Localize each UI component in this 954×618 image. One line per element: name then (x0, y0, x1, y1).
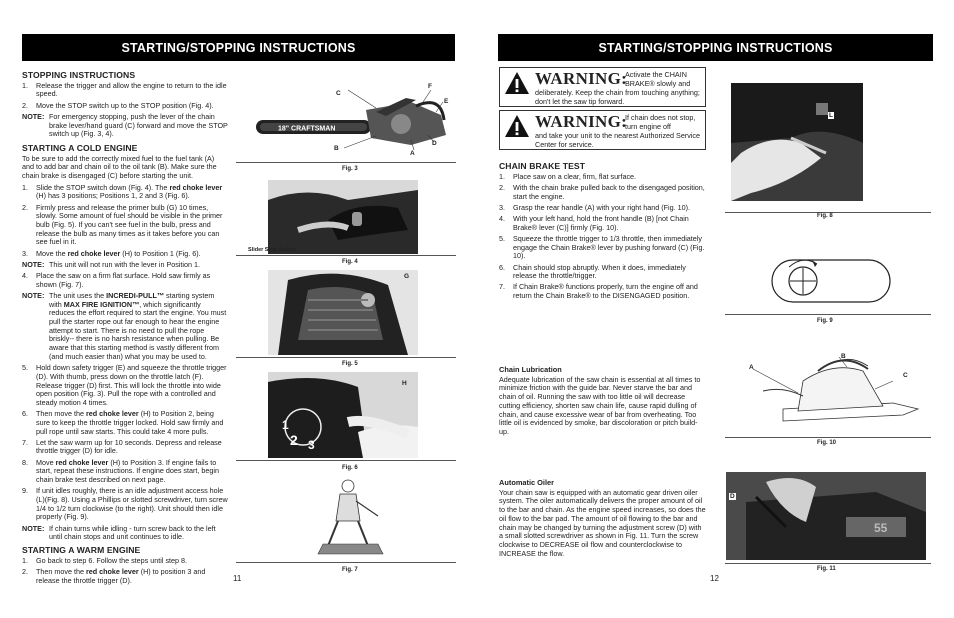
list-item: 3. Grasp the rear handle (A) with your right hand (Fig. 10). (499, 202, 690, 212)
warm-steps (22, 557, 228, 586)
figure-6: 1 2 3 H Fig. 6 (236, 372, 456, 472)
list-item: 4. With your left hand, hold the front handle (B) [not Chain Brake® lever (C)] firmly (Fig. 10). (499, 214, 689, 232)
idle-screw-diagram (771, 250, 891, 310)
figure-10: A B C Fig. 10 (725, 348, 931, 448)
fig-4-caption: Fig. 4 (342, 259, 358, 265)
figure-11: 55 D Fig. 11 (725, 470, 931, 574)
warm-engine-title: STARTING A WARM ENGINE (22, 544, 141, 555)
slider-stop-switch-label: Slider Stop Switch (248, 247, 297, 253)
person-starting-saw-illustration (268, 476, 418, 558)
fig-3-caption: Fig. 3 (342, 166, 358, 172)
list-item: 6. Chain should stop abruptly. When it does, immediately release the throttle/trigger. (499, 262, 686, 281)
svg-text:55: 55 (874, 521, 888, 535)
stopping-steps (22, 82, 228, 111)
chain-lubrication-text: Adequate lubrication of the saw chain is essential at all times to minimize friction with the guide bar. Never starve the bar and chain of oil. Running the saw with too little oil will decrease cutting efficiency, shorten saw chain life, cause rapid dulling of chain, and cause excessive wear of bar from overheating. Too little oil is evidenced by smoke, bar discoloration or pitch build-up. (499, 374, 701, 436)
chain-lubrication-title: Chain Lubrication (499, 365, 562, 374)
chain-brake-section (499, 159, 707, 303)
right-page-header: STARTING/STOPPING INSTRUCTIONS (498, 34, 933, 61)
chain-lubrication-section (499, 366, 707, 440)
fig-11-caption: Fig. 11 (817, 566, 836, 572)
list-item: 2. With the chain brake pulled back to the disengaged position, start the engine. (499, 182, 705, 201)
cold-engine-title: STARTING A COLD ENGINE (22, 142, 138, 153)
fig-5-caption: Fig. 5 (342, 361, 358, 367)
cold-intro: To be sure to add the correctly mixed fuel to the fuel tank (A) and to add bar and chain oil to the oil tank (B). Make sure the chain brake is disengaged (C) before starting the unit. (22, 153, 217, 181)
cold-note-2: NOTE: The unit uses the INCREDI-PULL™ starting system with MAX FIRE IGNITION™, which significantly reduces the effort required to start the engine. You must pull the starter rope out far enough to hear the engine attempt to start. There is no need to pull the rope briskly-- there is no harsh resistance when pulling. Be aware that this starting method is vastly different from (and much easier than) what you may be used to. (22, 290, 227, 361)
figure-3: 18" CRAFTSMAN C F E B A D Fig. 3 (236, 80, 456, 175)
list-item: 2. Firmly press and release the primer bulb (G) 10 times, slowly. Some amount of fuel should be visible in the primer bulb (Fig. 5). If you can't see fuel in the bulb, press and release the bulb as many times as it takes before you can see fuel in it. (22, 202, 223, 247)
list-item: 7. Let the saw warm up for 10 seconds. Depress and release throttle trigger (D) for idle. (22, 437, 222, 456)
cold-steps (22, 184, 228, 259)
chainsaw-hold-illustration (743, 351, 923, 431)
chainsaw-illustration (236, 80, 456, 160)
fig-9-caption: Fig. 9 (817, 318, 833, 324)
figure-9 (725, 242, 931, 330)
automatic-oiler-text: Your chain saw is equipped with an automatic gear driven oiler system. The oiler automatically delivers the proper amount of oil to the bar and chain. As the engine speed increases, so does the oil flow to the bar pad. The amount of oil flowing to the bar and chain may be changed by turning the adjustment screw (D) with a small slotted screwdriver as shown in Fig. 11. Turn the screw clockwise to DECREASE oil flow and counterclockwise to INCREASE the flow. (499, 487, 706, 558)
stopping-title: STOPPING INSTRUCTIONS (22, 70, 136, 80)
list-item: 8. Move red choke lever (H) to Position 3. If engine fails to start, repeat these instructions. If engine does start, begin chain brake test described on next page. (22, 457, 219, 485)
fig-8-caption: Fig. 8 (817, 213, 833, 219)
automatic-oiler-title: Automatic Oiler (499, 478, 555, 487)
list-item: 1. Release the trigger and allow the engine to return to the idle speed. (22, 80, 227, 99)
warning-icon (504, 114, 530, 138)
list-item: 4. Place the saw on a firm flat surface. Hold saw firmly as shown (Fig. 7). (22, 271, 211, 289)
list-item: 2. Move the STOP switch up to the STOP position (Fig. 4). (22, 100, 214, 110)
list-item: 6. Then move the red choke lever (H) to Position 2, being sure to keep the throttle trigger locked. Hold saw firmly and pull rope until saw starts. This could take 4 more pulls. (22, 409, 224, 436)
list-item: 2. Then move the red choke lever (H) to position 3 and release the throttle trigger (D). (22, 566, 206, 585)
figure-8: L Fig. 8 (725, 80, 931, 222)
warning-icon (504, 71, 530, 95)
figure-5: G Fig. 5 (236, 270, 456, 370)
list-item: 7. If Chain Brake® functions properly, turn the engine off and return the Chain Brake® to the DISENGAGED position. (499, 282, 698, 301)
automatic-oiler-section (499, 479, 707, 561)
fig-4-photo (268, 180, 418, 254)
fig-7-caption: Fig. 7 (342, 567, 358, 573)
list-item: 3. Move the red choke lever (H) to Position 1 (Fig. 6). (22, 248, 201, 258)
list-item: 5. Squeeze the throttle trigger to 1/3 throttle, then immediately engage the Chain Brake® lever by pushing forward (C) (Fig. 10). (499, 233, 705, 261)
fig-8-photo (731, 83, 863, 201)
cold-note-3: NOTE: If chain turns while idling - turn screw back to the left until chain stops and unit continues to idle. (22, 523, 216, 542)
list-item: 1. Slide the STOP switch down (Fig. 4). The red choke lever (H) has 3 positions; Positions 1, 2 and 3 (Fig. 6). (22, 182, 223, 201)
figure-4 (236, 178, 456, 268)
bar-label: 18" CRAFTSMAN (278, 125, 336, 133)
warning-box-1: WARNING: Activate the CHAIN BRAKE® slowly and deliberately. Keep the chain from touching anything; don't let the saw tip forward. (499, 67, 706, 107)
left-text-column (22, 68, 228, 588)
right-page (477, 0, 954, 618)
list-item: 1. Place saw on a clear, firm, flat surface. (499, 171, 637, 181)
chain-brake-steps (499, 173, 707, 301)
page-number-right: 12 (710, 574, 719, 583)
stopping-note: NOTE: For emergency stopping, push the lever of the chain brake lever/hand guard (C) forward and move the STOP switch up (Fig. 3, 4). (22, 111, 228, 139)
list-item: 1. Go back to step 6. Follow the steps until step 8. (22, 555, 188, 565)
cold-note-1: NOTE: This unit will not run with the lever in Position 1. (22, 259, 201, 269)
fig-6-caption: Fig. 6 (342, 465, 358, 471)
warning-box-2: WARNING: If chain does not stop, turn engine off and take your unit to the nearest Authorized Service Center for service. (499, 110, 706, 150)
list-item: 9. If unit idles roughly, there is an idle adjustment access hole (L)(Fig. 8). Using a Phillips or slotted screwdriver, turn screw 1/4 to 1/2 turn clockwise (to the right). Unit should then idle properly (Fig. 9). (22, 486, 228, 522)
figure-7 (236, 476, 456, 576)
page-number-left: 11 (233, 574, 242, 583)
left-page-header: STARTING/STOPPING INSTRUCTIONS (22, 34, 455, 61)
chain-brake-title: CHAIN BRAKE TEST (499, 161, 586, 171)
fig-11-photo (726, 472, 926, 560)
list-item: 5. Hold down safety trigger (E) and squeeze the throttle trigger (D). With thumb, press down on the throttle latch (F). Release trigger (D) first. This will lock the throttle into wide open position (Fig. 3). Pull the rope with a controlled and steady motion 4 times. (22, 363, 227, 407)
fig-10-caption: Fig. 10 (817, 440, 837, 446)
fig-5-photo (268, 270, 418, 355)
